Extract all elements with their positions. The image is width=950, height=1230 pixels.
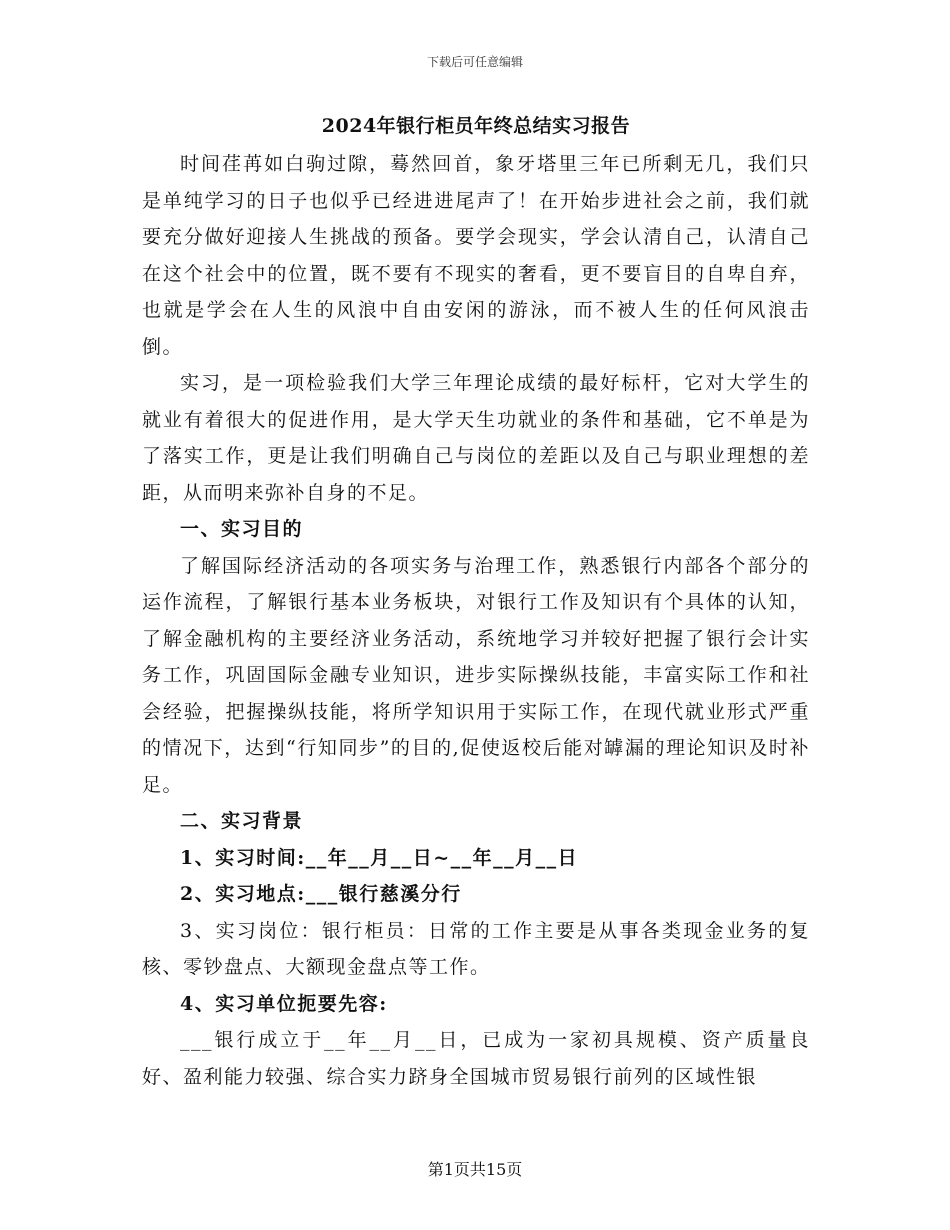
section-heading-purpose: 一、实习目的	[180, 518, 304, 540]
internship-location: 2、实习地点:___银行慈溪分行	[180, 883, 462, 905]
internship-position: 3、实习岗位：银行柜员：日常的工作主要是从事各类现金业务的复核、零钞盘点、大额现金盘点等工作。	[142, 919, 810, 978]
internship-time: 1、实习时间:__年__月__日~__年__月__日	[180, 846, 579, 869]
intro-paragraph-2: 实习，是一项检验我们大学三年理论成绩的最好标杆，它对大学生的就业有着很大的促进作用，是大学天生功就业的条件和基础，它不单是为了落实工作，更是让我们明确自己与岗位的差距以及自己与职业理想的差距，从而明来弥补自身的不足。	[142, 372, 810, 504]
unit-intro-heading: 4、实习单位扼要先容:	[180, 992, 388, 1015]
document-title: 2024年银行柜员年终总结实习报告	[321, 115, 631, 137]
intro-paragraph-1: 时间荏苒如白驹过隙，蓦然回首，象牙塔里三年已所剩无几，我们只是单纯学习的日子也似乎已经进进尾声了！在开始步进社会之前，我们就要充分做好迎接人生挑战的预备。要学会现实，学会认清自己，认清自己在这个社会中的位置，既不要有不现实的奢看，更不要盲目的自卑自弃，也就是学会在人生的风浪中自由安闲的游泳，而不被人生的任何风浪击倒。	[142, 153, 810, 358]
header-note: 下载后可任意编辑	[426, 55, 523, 69]
purpose-paragraph: 了解国际经济活动的各项实务与治理工作，熟悉银行内部各个部分的运作流程，了解银行基本业务板块，对银行工作及知识有个具体的认知，了解金融机构的主要经济业务活动，系统地学习并较好把握了银行会计实务工作，巩固国际金融专业知识，进步实际操纵技能，丰富实际工作和社会经验，把握操纵技能，将所学知识用于实际工作，在现代就业形式严重的情况下，达到“行知同步”的目的,促使返校后能对罅漏的理论知识及时补足。	[142, 554, 810, 796]
page-footer: 第1页共15页	[427, 1160, 523, 1179]
unit-intro-paragraph: ___银行成立于__年__月__日，已成为一家初具规模、资产质量良好、盈利能力较强、综合实力跻身全国城市贸易银行前列的区域性银	[142, 1029, 810, 1088]
section-heading-background: 二、实习背景	[180, 810, 304, 832]
document-page	[142, 110, 810, 1095]
